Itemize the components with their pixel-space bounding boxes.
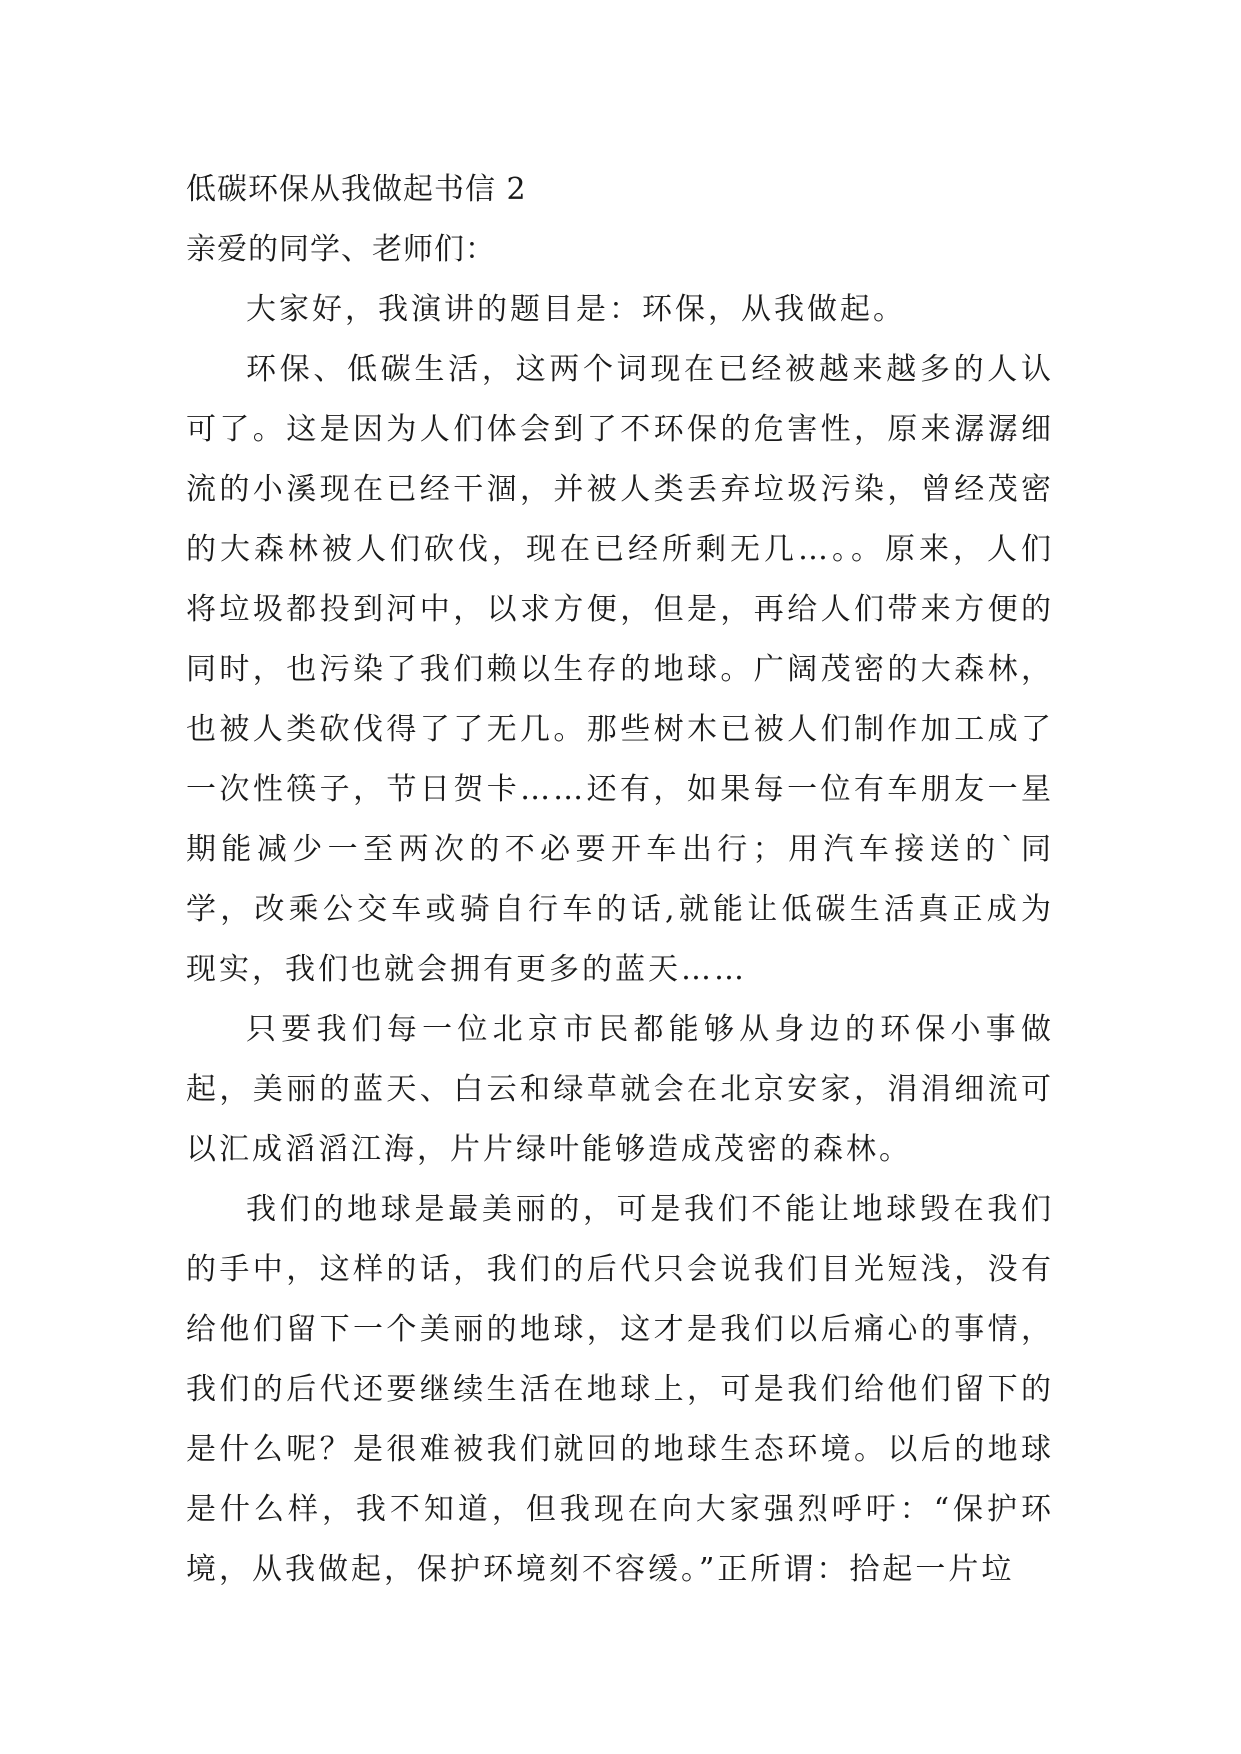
document-title: 低碳环保从我做起书信 2 — [186, 172, 527, 207]
paragraph-earth: 我们的地球是最美丽的，可是我们不能让地球毁在我们的手中，这样的话，我们的后代只会说我们目光短浅，没有给他们留下一个美丽的地球，这才是我们以后痛心的事情，我们的后代还要继续生活在地球上，可是我们给他们留下的是什么呢？是很难被我们就回的地球生态环境。以后的地球是什么样，我不知道，但我现在向大家强烈呼吁：“保护环境，从我做起，保护环境刻不容缓。”正所谓：拾起一片垃 — [186, 1192, 1054, 1587]
paragraph-greeting: 大家好，我演讲的题目是：环保，从我做起。 — [246, 292, 906, 327]
document-body — [186, 160, 1054, 1600]
paragraph-beijing: 只要我们每一位北京市民都能够从身边的环保小事做起，美丽的蓝天、白云和绿草就会在北京安家，涓涓细流可以汇成滔滔江海，片片绿叶能够造成茂密的森林。 — [186, 1012, 1054, 1167]
salutation: 亲爱的同学、老师们： — [186, 232, 496, 267]
paragraph-low-carbon: 环保、低碳生活，这两个词现在已经被越来越多的人认可了。这是因为人们体会到了不环保的危害性，原来潺潺细流的小溪现在已经干涸，并被人类丢弃垃圾污染，曾经茂密的大森林被人们砍伐，现在已经所剩无几…。。原来，人们将垃圾都投到河中，以求方便，但是，再给人们带来方便的同时，也污染了我们赖以生存的地球。广阔茂密的大森林，也被人类砍伐得了了无几。那些树木已被人们制作加工成了一次性筷子，节日贺卡……还有，如果每一位有车朋友一星期能减少一至两次的不必要开车出行；用汽车接送的`同学，改乘公交车或骑自行车的话,就能让低碳生活真正成为现实，我们也就会拥有更多的蓝天…… — [186, 352, 1054, 987]
